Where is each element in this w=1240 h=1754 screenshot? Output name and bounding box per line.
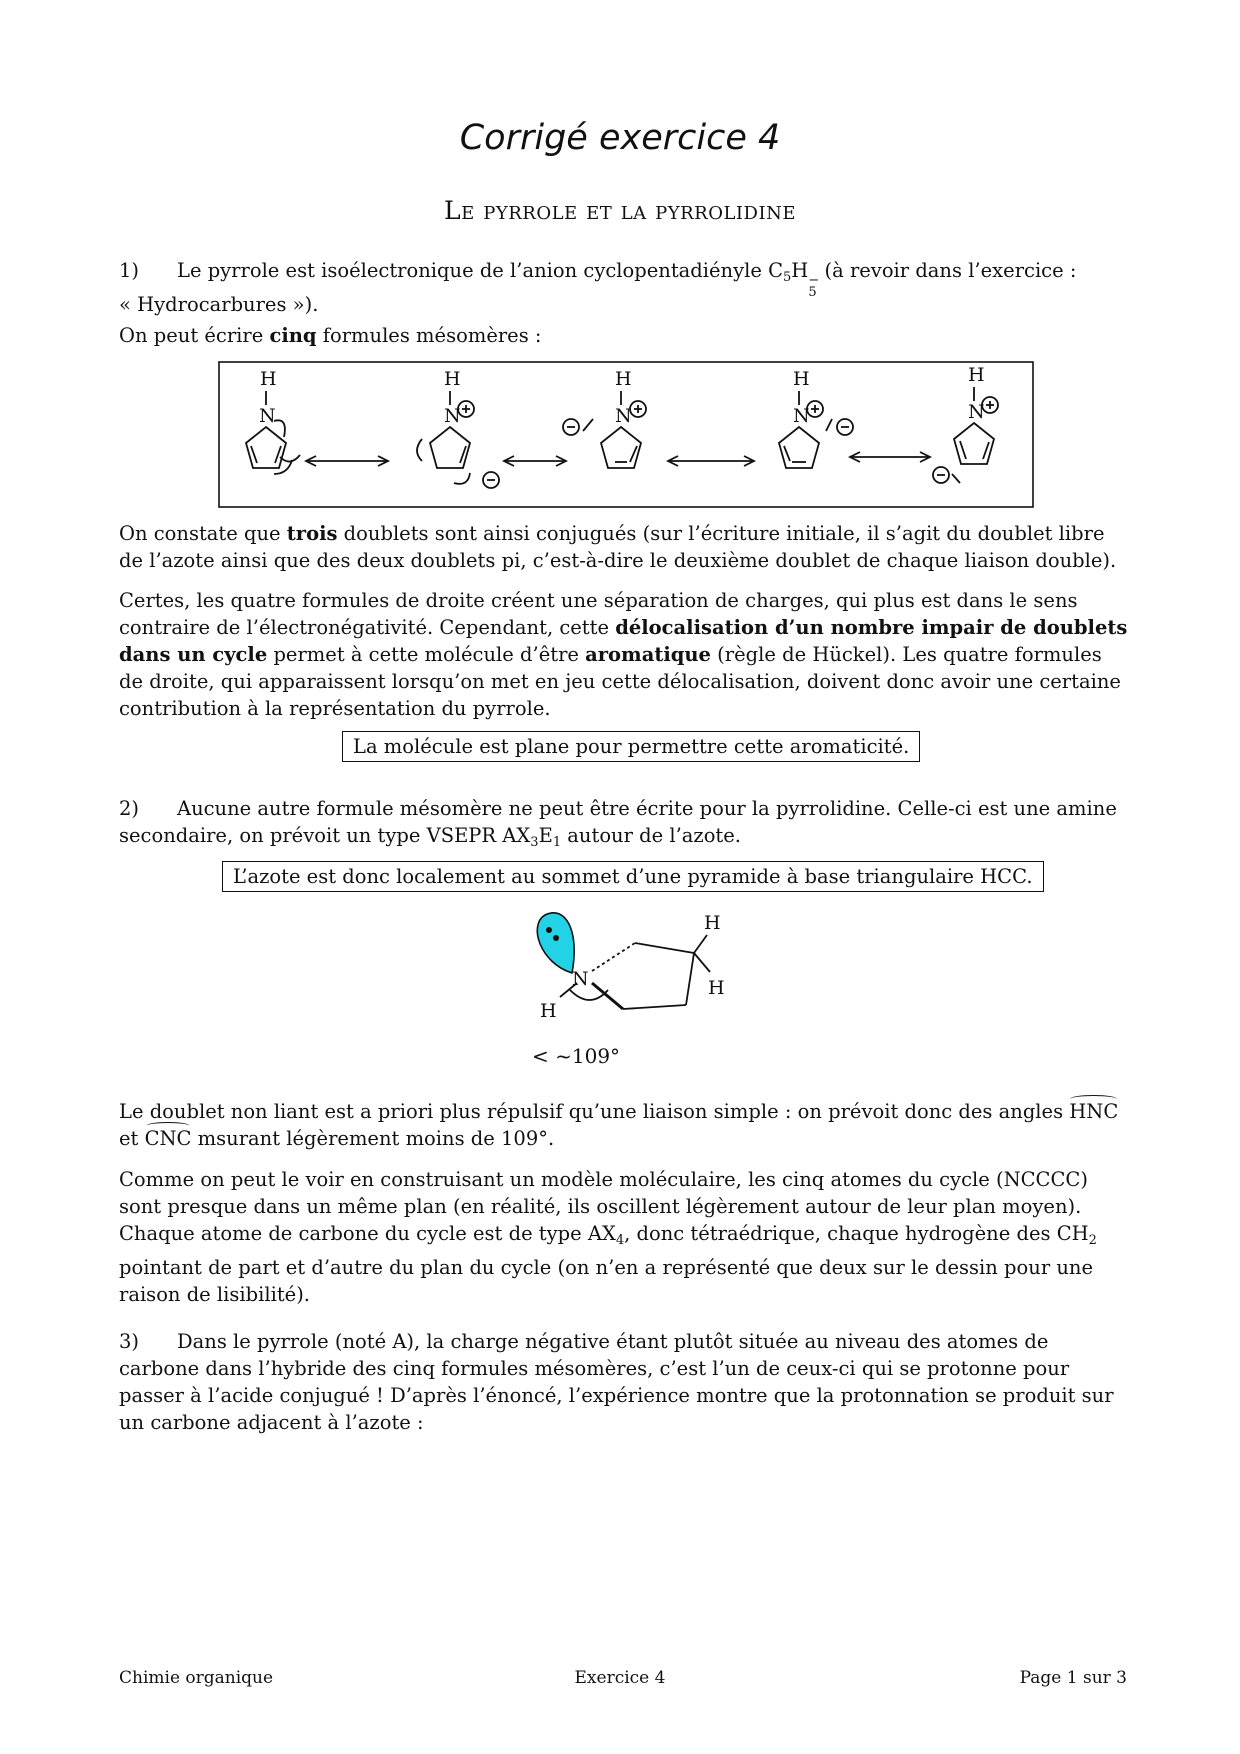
q2-line-b: autour de l’azote. [561,824,742,847]
vsepr-sub-1: 1 [552,835,562,850]
conjugation-paragraph [119,520,1129,574]
conj-bold: trois [286,522,338,545]
arom-bold-2: aromatique [585,643,711,666]
hydrogen-atom: H [444,368,461,390]
vsepr-sub-3: 3 [530,835,539,850]
ring-bond [635,943,694,953]
question-number: 2) [119,797,140,820]
conclusion-box-1: La molécule est plane pour permettre cette aromaticité. [342,731,920,762]
pyrrolidine-geometry-diagram [510,905,770,1075]
ch-bond [694,953,710,972]
hydrogen-atom: H [615,368,632,390]
angle-hnc: HNC [1069,1100,1119,1123]
mesomer-intro [119,322,1129,349]
footer-center: Exercice 4 [574,1668,666,1688]
resonance-arrow-1 [306,456,388,466]
model-text-2: , donc tétraédrique, chaque hydrogène des CH [624,1222,1089,1245]
footer-page-number: Page 1 sur 3 [1019,1668,1127,1688]
ax4-sub: 4 [615,1233,625,1248]
hydrogen-atom: H [704,912,721,934]
resonance-structure-1 [259,368,277,427]
nitrogen-atom: N [572,968,589,990]
model-text-3: pointant de part et d’autre du plan du cycle (on n’en a représenté que deux sur le dessin pour une raison de lisibilité). [119,1256,1093,1306]
resonance-structure-5 [968,364,985,423]
conj-text: On constate que [119,522,287,545]
aromaticity-paragraph [119,587,1129,722]
footer-left: Chimie organique [119,1668,274,1688]
ch-bond [694,935,707,953]
resonance-structure-3 [615,368,632,427]
hashed-bond [592,943,635,971]
formula-sub-c: 5 [783,270,792,285]
resonance-arrow-4 [850,452,930,462]
ch2-sub: 2 [1088,1233,1097,1248]
hydrogen-atom: H [708,977,725,999]
angles-text-3: msurant légèrement moins de 109°. [191,1127,555,1150]
nitrogen-atom: N [968,401,985,423]
resonance-arrow-3 [668,456,754,466]
question-1-text [119,257,1129,318]
conclusion-box-2: L’azote est donc localement au sommet d’une pyramide à base triangulaire HCC. [222,861,1044,892]
nitrogen-atom: N [259,405,276,427]
intro-bold: cinq [269,324,317,347]
question-2-text [119,795,1129,856]
formula-sub-h: 5 [808,285,817,300]
arom-text-2: permet à cette molécule d’être [267,643,586,666]
resonance-structure-2 [444,368,461,427]
resonance-arrow-2 [504,456,566,466]
hydrogen-atom: H [793,368,810,390]
q1-line-a: Le pyrrole est isoélectronique de l’anion cyclopentadiényle C [177,259,784,282]
q1-line-c: « Hydrocarbures »). [119,293,319,316]
hydrogen-atom: H [260,368,277,390]
resonance-structures-diagram [218,361,1034,508]
formula-h: H [791,259,809,282]
angle-label: < ~109° [532,1044,621,1068]
question-number: 1) [119,259,140,282]
page-title: Corrigé exercice 4 [459,118,781,158]
hydrogen-atom: H [540,1000,557,1022]
lone-pair-lobe [537,913,574,973]
model-text-1: Comme on peut le voir en construisant un modèle moléculaire, les cinq atomes du cycle (NCCCC) sont presque dans un même plan (en réalité, ils oscillent légèrement autour de leur plan moyen). Chaque atome de carbone du cycle est de type AX [119,1168,1088,1245]
curved-arrow [454,473,470,484]
arom-text-3: (règle de Hückel). Les quatre formules de droite, qui apparaissent lorsqu’on met en jeu cette délocalisation, doivent donc avoir une certaine contribution à la représentation du pyrrole. [119,643,1121,720]
q3-body: Dans le pyrrole (noté A), la charge négative étant plutôt située au niveau des atomes de carbone dans l’hybride des cinq formules mésomères, c’est l’un de ceux-ci qui se protonne pour passer à l’acide conjugué ! D’après l’énoncé, l’expérience montre que la protonnation se produit sur un carbone adjacent à l’azote : [119,1330,1114,1434]
question-number: 3) [119,1330,140,1353]
arom-bold-1: délocalisation d’un nombre impair de doublets dans un cycle [119,616,1128,666]
intro-text-end: formules mésomères : [316,324,542,347]
ring-bond [686,953,694,1005]
formula-charge: − [808,273,820,288]
vsepr-e: E [538,824,553,847]
curved-arrow [417,439,422,461]
question-3-text [119,1328,1129,1436]
q2-line-a: Aucune autre formule mésomère ne peut être écrite pour la pyrrolidine. Celle-ci est une amine secondaire, on prévoit un type VSEPR AX [119,797,1117,847]
nitrogen-atom: N [615,405,632,427]
nitrogen-atom: N [444,405,461,427]
nitrogen-atom: N [793,405,810,427]
angles-paragraph [119,1098,1129,1152]
angles-text-2: et [119,1127,145,1150]
wedge-bond [592,983,623,1009]
electron-dot [546,927,552,933]
electron-dot [553,935,559,941]
hydrogen-atom: H [968,364,985,386]
conj-text-end: doublets sont ainsi conjugués (sur l’écriture initiale, il s’agit du doublet libre de l’azote ainsi que des deux doublets pi, c’est-à-dire le deuxième doublet de chaque liaison double). [119,522,1117,572]
resonance-structure-4 [793,368,810,427]
ring-bond [623,1005,686,1009]
angle-cnc: CNC [144,1127,192,1150]
molecular-model-paragraph [119,1166,1129,1308]
q1-line-b: (à revoir dans l’exercice : [818,259,1077,282]
angles-text-1: Le doublet non liant est a priori plus répulsif qu’une liaison simple : on prévoit donc des angles [119,1100,1070,1123]
arom-text-1: Certes, les quatre formules de droite créent une séparation de charges, qui plus est dans le sens contraire de l’électronégativité. Cependant, cette [119,589,1078,639]
page-subtitle: Le pyrrole et la pyrrolidine [444,196,796,225]
intro-text: On peut écrire [119,324,270,347]
